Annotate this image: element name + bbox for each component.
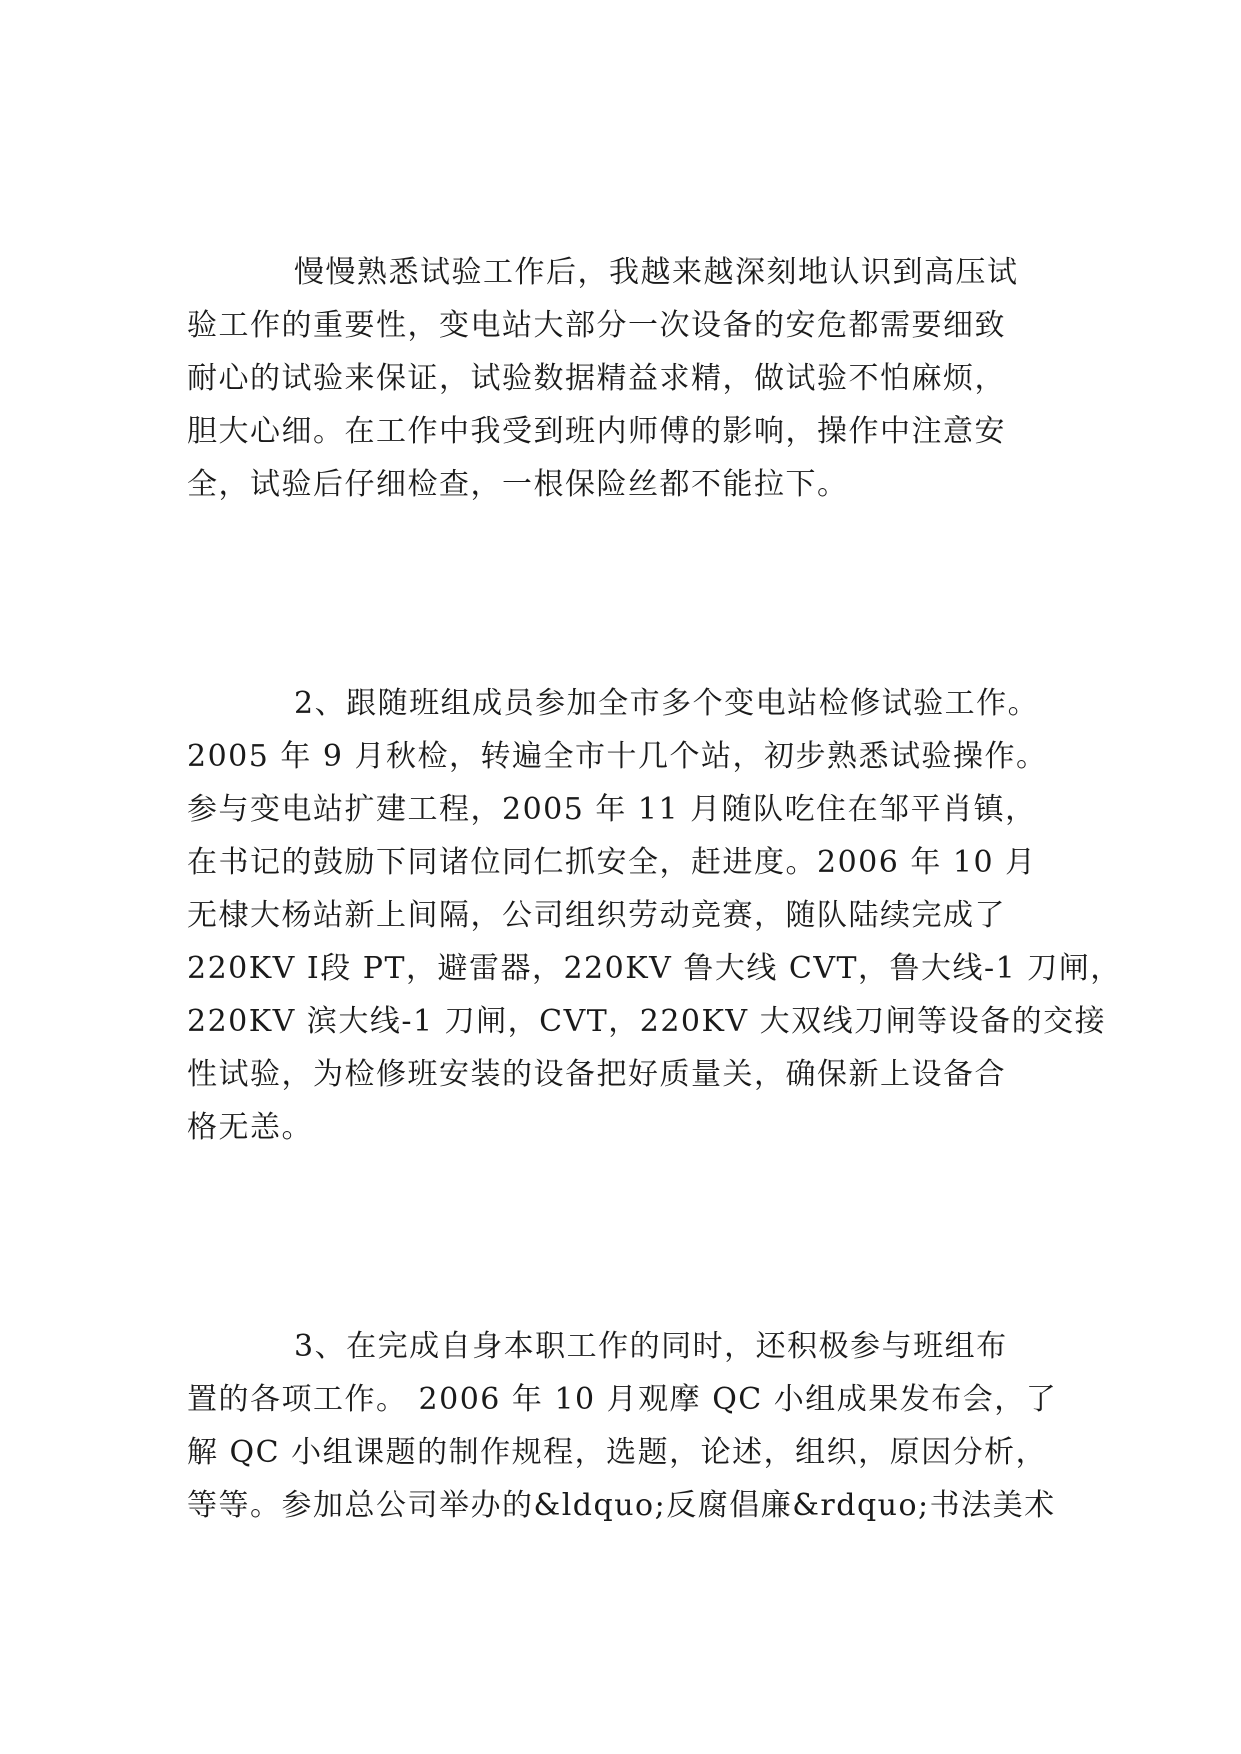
paragraph-1-line-5: 全，试验后仔细检查，一根保险丝都不能拉下。 [187, 467, 849, 502]
paragraph-3-line-3: 解 QC 小组课题的制作规程，选题，论述，组织，原因分析， [187, 1435, 1048, 1470]
paragraph-3-line-1: 3、在完成自身本职工作的同时，还积极参与班组布 [294, 1329, 1008, 1364]
paragraph-2-line-3: 参与变电站扩建工程，2005 年 11 月随队吃住在邹平肖镇， [187, 792, 1037, 827]
paragraph-2-line-5: 无棣大杨站新上间隔，公司组织劳动竞赛，随队陆续完成了 [187, 898, 1006, 933]
paragraph-2-line-6: 220KV Ⅰ段 PT，避雷器，220KV 鲁大线 CVT，鲁大线-1 刀闸， [187, 951, 1122, 986]
paragraph-1-line-4: 胆大心细。在工作中我受到班内师傅的影响，操作中注意安 [187, 414, 1006, 449]
paragraph-1-line-3: 耐心的试验来保证，试验数据精益求精，做试验不怕麻烦， [187, 361, 1006, 396]
paragraph-2-line-1: 2、跟随班组成员参加全市多个变电站检修试验工作。 [294, 686, 1040, 721]
paragraph-1-line-1: 慢慢熟悉试验工作后，我越来越深刻地认识到高压试 [294, 255, 1019, 290]
paragraph-2-line-4: 在书记的鼓励下同诸位同仁抓安全，赶进度。2006 年 10 月 [187, 845, 1037, 880]
paragraph-2-line-8: 性试验，为检修班安装的设备把好质量关，确保新上设备合 [187, 1057, 1006, 1092]
paragraph-1-line-2: 验工作的重要性，变电站大部分一次设备的安危都需要细致 [187, 308, 1006, 343]
paragraph-3-line-4: 等等。参加总公司举办的&ldquo;反腐倡廉&rdquo;书法美术 [187, 1488, 1056, 1523]
paragraph-3-line-2: 置的各项工作。 2006 年 10 月观摩 QC 小组成果发布会，了 [187, 1382, 1058, 1417]
paragraph-2-line-2: 2005 年 9 月秋检，转遍全市十几个站，初步熟悉试验操作。 [187, 739, 1048, 774]
paragraph-2-line-7: 220KV 滨大线-1 刀闸，CVT，220KV 大双线刀闸等设备的交接 [187, 1004, 1107, 1039]
paragraph-2-line-9: 格无恙。 [187, 1110, 313, 1145]
